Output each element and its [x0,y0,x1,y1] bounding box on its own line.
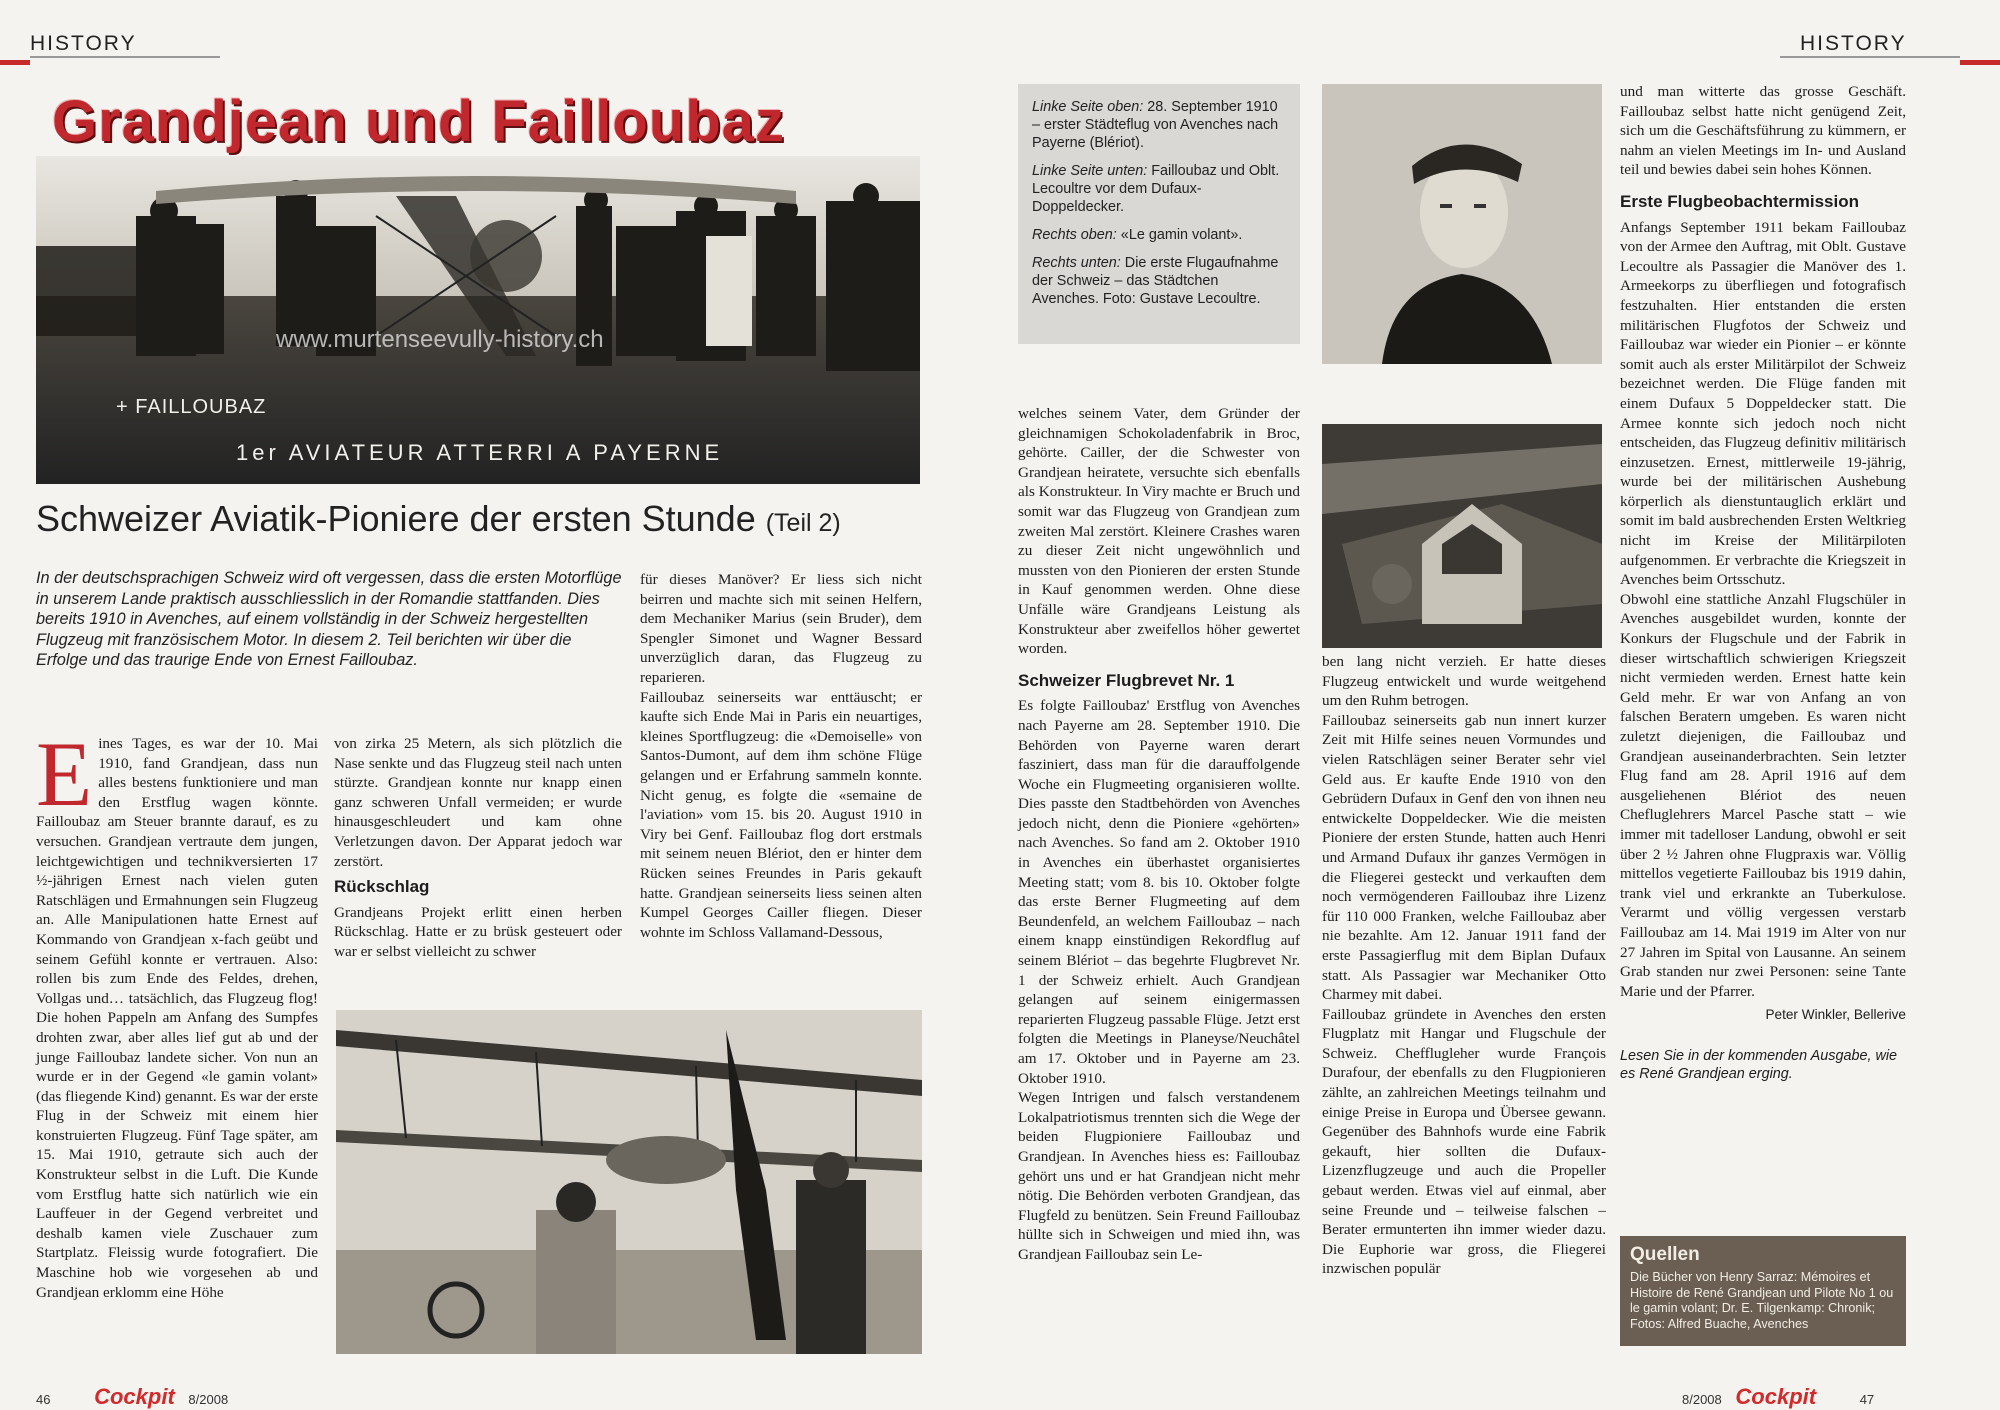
magazine-logo-right: Cockpit [1735,1384,1817,1409]
photo-aerial-avenches [1322,424,1602,648]
caption-label-3: Rechts oben: [1032,227,1117,243]
col1-text: ines Tages, es war der 10. Mai 1910, fand Grandjean, dass nun alles bestens funktioniere und man den Erstflug wagen könnte. Failloubaz am Steuer brannte darauf, es zu versuchen. Grandjean vertraute dem jungen, leichtgewichtigen und technikversierten 17 ½-jährigen Ernest nach vielen guten Ratschlägen und Ermahnungen sein Flugzeug an. Alle Manipulationen hatte Ernest auf Kommando von Grandjean x-fach geübt und seinem Gefühl konnte er vertrauen. Also: rollen bis zum Ende des Feldes, drehen, Vollgas und… tatsächlich, das Flugzeug flog! Die hohen Pappeln am Anfang des Sumpfes drohten zwar, aber alles lief gut ab und der junge Failloubaz landete sicher. Von nun an wurde er in der Gegend «le gamin volant» (das fliegende Kind) genannt. Es war der erste Flug in der Schweiz mit einem hier konstruierten Flugzeug. Fünf Tage später, am 15. Mai 1910, getraute sich auch der Konstrukteur selbst in die Luft. Die Kunde vom Erstflug hatte sich natürlich wie ein Lauffeuer in der Gegend verbreitet und deshalb kamen viele Zuschauer zum Startplatz. Fleissig wurde fotografiert. Die Maschine hob wie vorgesehen ab und Grandjean erklomm eine Höhe [36,735,318,1301]
article-title: Grandjean und Failloubaz [52,89,785,154]
author-credit: Peter Winkler, Bellerive [1765,1007,1906,1023]
body-column-2 [334,734,622,994]
sources-heading: Quellen [1630,1244,1700,1265]
photo-watermark: www.murtenseevully-history.ch [276,326,604,353]
sources-box [1620,1236,1906,1346]
col2-paragraph-2: Grandjeans Projekt erlitt einen herben Rückschlag. Hatte er zu brüsk gesteuert oder war er selbst vielleicht zu schwer [334,903,622,960]
footer-right [1682,1384,1982,1409]
caption-text-1: 28. September 1910 – erster Städteflug von Avenches nach Payerne (Blériot). [1032,99,1279,151]
subtitle-part: (Teil 2) [765,509,841,537]
col4-paragraph-1: welches seinem Vater, dem Gründer der gleichnamigen Schokoladenfabrik in Broc, gehörte. Cailler, der die Schwester von Grandjean heiratete, versuchte sich ebenfalls als Konstrukteur. In Viry machte er Bruch und somit war das Flugzeug von Grandjean zum zweiten Mal zerstört. Kleinere Crashes waren zu dieser Zeit nicht ungewöhnlich und mussten von den Pionieren der ersten Stunde in Kauf genommen werden. Ohne diese Unfälle wäre Grandjeans Leistung als Konstrukteur aber zweifellos höher gewertet worden. [1018,405,1300,658]
issue-right: 8/2008 [1682,1392,1722,1407]
col5-paragraph-2: Failloubaz seinerseits gab nun innert kurzer Zeit mit Hilfe seines neuen Vormundes und vielen Ratschlägen seiner Berater sehr viel Geld aus. Er kaufte Ende 1910 von den Gebrüdern Dufaux in Genf den von ihnen neu entwickelte Doppeldecker. Wie die meisten Pioniere der ersten Stunde, hatten auch Henri und Armand Dufaux ihr ganzes Vermögen in die Fliegerei gesteckt und verkauften dem noch vermögenderen Failloubaz ihre Lizenz für 110 000 Franken, welche Failloubaz aber nie bezahlte. Am 12. Januar 1911 fand der erste Passagierflug mit dem Biplan Dufaux statt. Als Passagier war Mechaniker Otto Charmey mit dabei. [1322,711,1606,1004]
section-rule [30,56,220,58]
photo-dufaux-biplane-image [336,1010,922,1354]
col5-paragraph-1: ben lang nicht verzieh. Er hatte dieses Flugzeug entwickelt und wurde weitgehend um den Ruhm betrogen. [1322,653,1606,710]
caption-text-2: Failloubaz und Oblt. Lecoultre vor dem Dufaux-Doppeldecker. [1032,163,1280,215]
col6-paragraph-2: Anfangs September 1911 bekam Failloubaz von der Armee den Auftrag, mit Oblt. Gustave Lecoultre als Passagier die Manöver des 1. Armeekorps zu überfliegen und fotografisch festzuhalten. Hier entstanden die ersten militärischen Flugfotos der Schweiz und Failloubaz war wieder ein Pionier – er könnte somit auch als erster Militärpilot der Schweiz bezeichnet werden. Die Flüge fanden mit einem Dufaux 5 Doppeldecker statt. Die Armee konnte sich jedoch noch nicht entscheiden, das Flugzeug definitiv militärisch einzusetzen. Ernest, mittlerweile 19-jährig, wurde bei der militärischen Aushebung körperlich als dienstuntauglich erklärt und somit im bald ausbrechenden Ersten Weltkrieg nicht im Kreise der Militärpiloten aufgenommen. Er verbrachte die Kriegszeit in Avenches beim Ortsschutz. [1620,218,1906,589]
col4-paragraph-3: Wegen Intrigen und falsch verstandenem Lokalpatriotismus trennten sich die Wege der beiden Flugpioniere Failloubaz und Grandjean. In Avenches hiess es: Failloubaz gehört uns und er hat Grandjean nicht mehr nötig. Die Behörden verboten Grandjean, das Flugfeld zu benützen. Sein Freund Failloubaz hüllte sich in Schweigen und mied ihn, was Grandjean Failloubaz sein Le- [1018,1089,1300,1263]
section-accent-bar [0,60,30,65]
footer-left [36,1384,336,1409]
col5-paragraph-3: Failloubaz gründete in Avenches den ersten Flugplatz mit Hangar und Flugschule der Schweiz. Chefflugleher wurde François Durafour, der ebenfalls zu den Flugpionieren zählte, an zahlreichen Meetings teilnahm und einige Preise in Europa und Übersee gewann. Gegenüber des Bahnhofs wurde eine Fabrik gekauft, hier sollten die Dufaux-Lizenzflugzeuge und auch die Propeller gebaut werden. Etwas viel auf einmal, aber seine Freunde und – teilweise falschen – Berater ermunterten ihn immer wieder dazu. Die Euphorie war gross, die Fliegerei inzwischen populär [1322,1005,1606,1278]
col6-paragraph-3: Obwohl eine stattliche Anzahl Flugschüler in Avenches ausgebildet wurden, konnte der Konkurs der Flugschule und der Fabrik in dieser wirtschaftlich schwierigen Kriegszeit nicht vermieden werden. Ernest hatte kein Geld mehr. Er war von Anfang an von falschen Beratern umgeben. Es waren nicht zuletzt diejenigen, die Failloubaz und Grandjean auseinanderbrachten. Sein letzter Flug fand am 28. April 1916 auf dem ausgeliehenen Blériot des neuen Chefluglehrers Marcel Pasche statt – wie immer mit tadelloser Landung, obwohl er seit über 2 ½ Jahren ohne Flugpraxis war. Völlig mittellos vegetierte Failloubaz bis 1919 dahin, trank viel und erkrankte an Tuberkulose. Verarmt und völlig vergessen verstarb Failloubaz am 14. Mai 1919 im Alter von nur 27 Jahren im Spital von Lausanne. An seinem Grab standen nur zwei Personen: seine Tante Marie und der Pfarrer. [1620,590,1906,1000]
caption-label-2: Linke Seite unten: [1032,163,1148,179]
page-number-right: 47 [1859,1392,1875,1407]
lead-paragraph: In der deutschsprachigen Schweiz wird oft vergessen, dass die ersten Motorflüge in unserem Lande praktisch ausschliesslich in der Romandie stattfanden. Dies bereits 1910 in Avenches, auf einem vollständig in der Schweiz hergestellten Flugzeug mit französischem Motor. In diesem 2. Teil berichten wir über die Erfolge und das traurige Ende von Ernest Failloubaz. [36,569,622,670]
section-rule [1780,56,1960,58]
photo-dufaux-biplane [336,1010,922,1354]
photo-portrait-image [1322,84,1602,364]
drop-cap: E [36,723,93,825]
photo-aerial-image [1322,424,1602,648]
heading-rueckschlag: Rückschlag [334,877,430,897]
photo-portrait-failloubaz [1322,84,1602,364]
col4-paragraph-2: Es folgte Failloubaz' Erstflug von Avenches nach Payerne am 28. September 1910. Die Behörden von Payerne waren derart fasziniert, dass man für die darauffolgende Woche ein Flugmeeting organisieren wollte. Dies passte den Stadtbehörden von Avenches jedoch nicht, denn die Pioniere «gehörten» nach Avenches. So fand am 2. Oktober 1910 in Avenches ein überhastet organisiertes Meeting statt; vom 8. bis 10. Oktober folgte das erste Berner Flugmeeting auf dem Beundenfeld, an welchem Failloubaz – nach einem knapp einstündigen Rekordflug auf seinem Blériot – das begehrte Flugbrevet Nr. 1 der Schweiz erhielt. Auch Grandjean gelangen auf seinem einigermassen reparierten Flugzeug passable Flüge. Jetzt erst folgten die Meetings in Planeyse/Neuchâtel am 17. Oktober und in Payerne am 23. Oktober 1910. [1018,697,1300,1087]
body-column-1 [36,723,318,1354]
heading-flugbrevet: Schweizer Flugbrevet Nr. 1 [1018,670,1235,690]
body-column-4 [1018,404,1300,1354]
heading-flugbeobachtermission: Erste Flugbeobachtermission [1620,191,1859,211]
magazine-logo-left: Cockpit [94,1384,175,1409]
photo-handwriting-name: + FAILLOUBAZ [116,396,267,418]
next-issue-teaser: Lesen Sie in der kommenden Ausgabe, wie es René Grandjean erging. [1620,1047,1898,1082]
caption-label-4: Rechts unten: [1032,255,1121,271]
sources-body: Die Bücher von Henry Sarraz: Mémoires et Histoire de René Grandjean und Pilote No 1 ou le gamin volant; Dr. E. Tilgenkamp: Chronik; Fotos: Alfred Buache, Avenches [1630,1270,1894,1331]
section-accent-bar [1960,60,2000,65]
caption-text-3: «Le gamin volant». [1116,227,1243,243]
photo-handwriting-caption: 1er AVIATEUR ATTERRI A PAYERNE [236,440,724,465]
section-header-left [0,26,220,66]
section-label: HISTORY [30,32,137,55]
page-number-left: 46 [36,1392,51,1407]
body-column-6 [1620,82,1906,1232]
caption-label-1: Linke Seite oben: [1032,99,1144,115]
photo-crowd-bleriot-image [36,156,920,484]
section-label: HISTORY [1800,32,1907,55]
col3-paragraph-2: Failloubaz seinerseits war enttäuscht; er kaufte sich Ende Mai in Paris ein neuartiges, kleines Sportflugzeug: die «Demoiselle» von Santos-Dumont, auf dem ihm schöne Flüge gelangen und er Erfahrung sammeln konnte. Nicht genug, es folgte die «semaine de l'aviation» vom 15. bis 20. August 1910 in Viry bei Genf. Failloubaz flog dort erstmals mit seinem neuen Blériot, den er hinter dem Rücken seines Freundes in Paris gekauft hatte. Grandjean seinerseits liess seinen alten Kumpel Georges Cailler fliegen. Dieser wohnte im Schloss Vallamand-Dessous, [640,688,922,941]
photo-crowd-bleriot [36,156,920,484]
article-subtitle [36,498,936,540]
issue-left: 8/2008 [188,1392,229,1407]
body-column-5 [1322,652,1606,1352]
photo-captions-box [1018,84,1300,344]
col3-paragraph-1: für dieses Manöver? Er liess sich nicht beirren und machte sich mit seinen Helfern, dem Mechaniker Marius (sein Bruder), dem Spengler Simonet und Wagner Bessard unverzüglich daran, das Flugzeug zu reparieren. [640,571,922,686]
body-column-3 [640,570,922,990]
caption-text-4: Die erste Flugaufnahme der Schweiz – das Städtchen Avenches. Foto: Gustave Lecoultre. [1032,255,1279,307]
section-header-right [1780,26,2000,66]
col2-paragraph-1: von zirka 25 Metern, als sich plötzlich die Nase senkte und das Flugzeug steil nach unten stürzte. Grandjean konnte nur knapp einen ganz schweren Unfall vermeiden; er wurde hinausgeschleudert und kam ohne Verletzungen davon. Der Apparat jedoch war zerstört. [334,735,622,870]
subtitle-main: Schweizer Aviatik-Pioniere der ersten Stunde [36,498,756,539]
col6-paragraph-1: und man witterte das grosse Geschäft. Failloubaz selbst hatte nicht genügend Zeit, sich um die Geschäftsführung zu kümmern, er nahm an vielen Meetings im In- und Ausland teil und bewies dabei sein hohes Können. [1620,83,1906,179]
